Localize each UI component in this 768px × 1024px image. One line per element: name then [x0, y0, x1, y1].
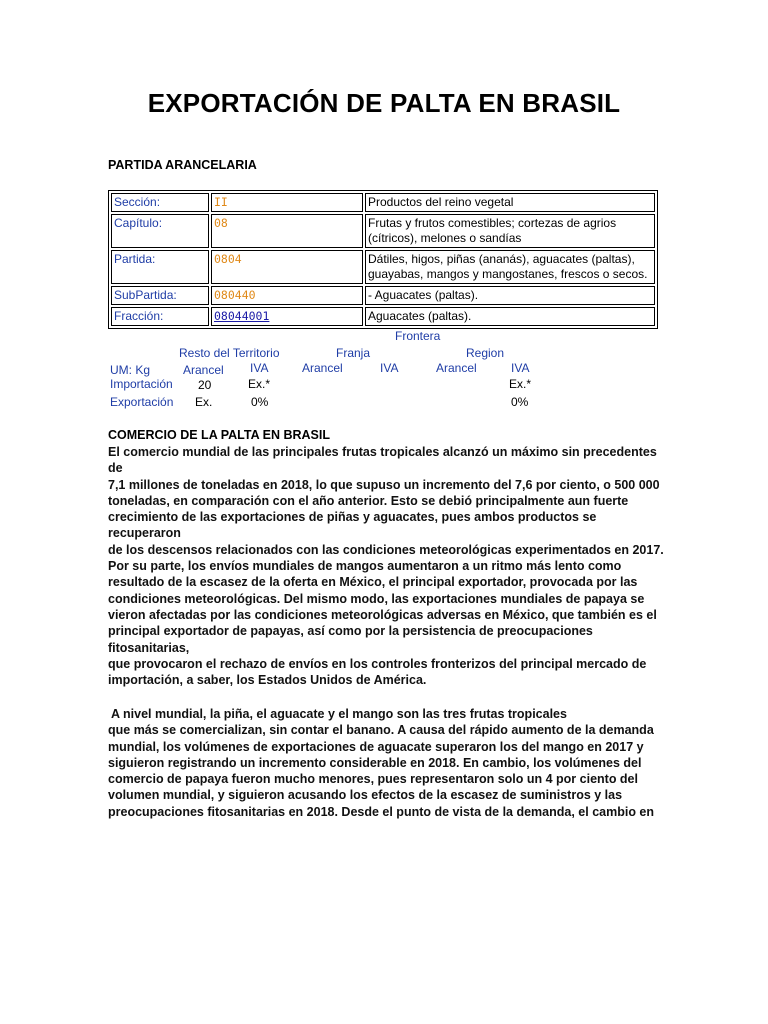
- fraccion-link[interactable]: 08044001: [214, 309, 270, 323]
- row-label: Sección:: [111, 193, 209, 212]
- row-code: 080440: [211, 286, 363, 305]
- exportacion-label: Exportación: [110, 395, 174, 409]
- text-line: toneladas, en comparación con el año anterior. Esto se debió principalmente aun fuerte: [108, 493, 629, 508]
- row-code: [211, 307, 363, 326]
- resto-arancel-header: Arancel: [183, 363, 224, 377]
- text-line: Por su parte, los envíos mundiales de mangos aumentaron a un ritmo más lento como: [108, 559, 622, 574]
- exportacion-iva: 0%: [251, 395, 269, 409]
- um-label: UM: Kg: [110, 363, 151, 377]
- region-arancel-header: Arancel: [436, 361, 477, 375]
- text-line: volumen mundial, y siguieron acusando los efectos de la escasez de suministros y las: [108, 788, 623, 803]
- importacion-arancel: 20: [198, 378, 212, 392]
- region-importacion-iva: Ex.*: [509, 377, 532, 391]
- text-line: principal exportador de papayas, así como por la persistencia de preocupaciones fitosanitarias,: [108, 624, 593, 655]
- tariff-table: [108, 190, 658, 329]
- text-line: que provocaron el rechazo de envíos en los controles fronterizos del principal mercado de: [108, 656, 647, 671]
- text-line: resultado de la escasez de la oferta en México, el principal exportador, provocada por las: [108, 575, 638, 590]
- text-line: A nivel mundial, la piña, el aguacate y el mango son las tres frutas tropicales: [108, 707, 567, 721]
- paragraph-2: [108, 706, 668, 820]
- resto-iva-header: IVA: [250, 361, 269, 375]
- text-line: de los descensos relacionados con las condiciones meteorológicas experimentados en 2017.: [108, 542, 664, 557]
- text-line: importación, a saber, los Estados Unidos de América.: [108, 673, 427, 688]
- row-description: Productos del reino vegetal: [365, 193, 655, 212]
- row-code: II: [211, 193, 363, 212]
- text-line: vieron afectadas por las condiciones meteorológicas adversas en México, que también es el: [108, 607, 657, 622]
- exportacion-arancel: Ex.: [195, 395, 213, 409]
- region-iva-header: IVA: [511, 361, 530, 375]
- franja-arancel-header: Arancel: [302, 361, 343, 375]
- table-row: [111, 214, 655, 248]
- table-row: [111, 193, 655, 212]
- text-line: preocupaciones fitosanitarias en 2018. Desde el punto de vista de la demanda, el cambio en: [108, 804, 655, 819]
- table-row: [111, 307, 655, 326]
- text-line: comercio de papaya fueron mucho menores, pues representaron solo un 4 por ciento del: [108, 772, 638, 787]
- row-description: - Aguacates (paltas).: [365, 286, 655, 305]
- franja-header: Franja: [336, 346, 371, 360]
- row-label: SubPartida:: [111, 286, 209, 305]
- region-exportacion-iva: 0%: [511, 395, 529, 409]
- table-row: [111, 286, 655, 305]
- importacion-label: Importación: [110, 377, 173, 391]
- partida-heading: PARTIDA ARANCELARIA: [108, 158, 257, 172]
- row-description: Dátiles, higos, piñas (ananás), aguacates (paltas), guayabas, mangos y mangostanes, frescos o secos.: [365, 250, 655, 284]
- row-label: Fracción:: [111, 307, 209, 326]
- comercio-heading: COMERCIO DE LA PALTA EN BRASIL: [108, 428, 330, 442]
- frontera-header: Frontera: [395, 329, 441, 343]
- text-line: 7,1 millones de toneladas en 2018, lo que supuso un incremento del 7,6 por ciento, o 500 000: [108, 477, 660, 492]
- table-row: [111, 250, 655, 284]
- text-line: El comercio mundial de las principales frutas tropicales alcanzó un máximo sin precedentes de: [108, 445, 657, 476]
- text-line: que más se comercializan, sin contar el banano. A causa del rápido aumento de la demanda: [108, 723, 654, 738]
- row-label: Partida:: [111, 250, 209, 284]
- text-line: crecimiento de las exportaciones de piñas y aguacates, pues ambos productos se recuperaron: [108, 510, 597, 541]
- franja-iva-header: IVA: [380, 361, 399, 375]
- paragraph-1: [108, 444, 668, 688]
- document-title: EXPORTACIÓN DE PALTA EN BRASIL: [147, 88, 621, 118]
- row-label: Capítulo:: [111, 214, 209, 248]
- region-header: Region: [466, 346, 505, 360]
- text-line: condiciones meteorológicas. Del mismo modo, las exportaciones mundiales de papaya se: [108, 591, 645, 606]
- row-code: 0804: [211, 250, 363, 284]
- row-description: Aguacates (paltas).: [365, 307, 655, 326]
- text-line: siguieron registrando un incremento considerable en 2018. En cambio, los volúmenes del: [108, 755, 642, 770]
- resto-header: Resto del Territorio: [179, 346, 280, 360]
- row-code: 08: [211, 214, 363, 248]
- row-description: Frutas y frutos comestibles; cortezas de agrios (cítricos), melones o sandías: [365, 214, 655, 248]
- text-line: mundial, los volúmenes de exportaciones de aguacate superaron los del mango en 2017 y: [108, 739, 644, 754]
- importacion-iva: Ex.*: [248, 377, 271, 391]
